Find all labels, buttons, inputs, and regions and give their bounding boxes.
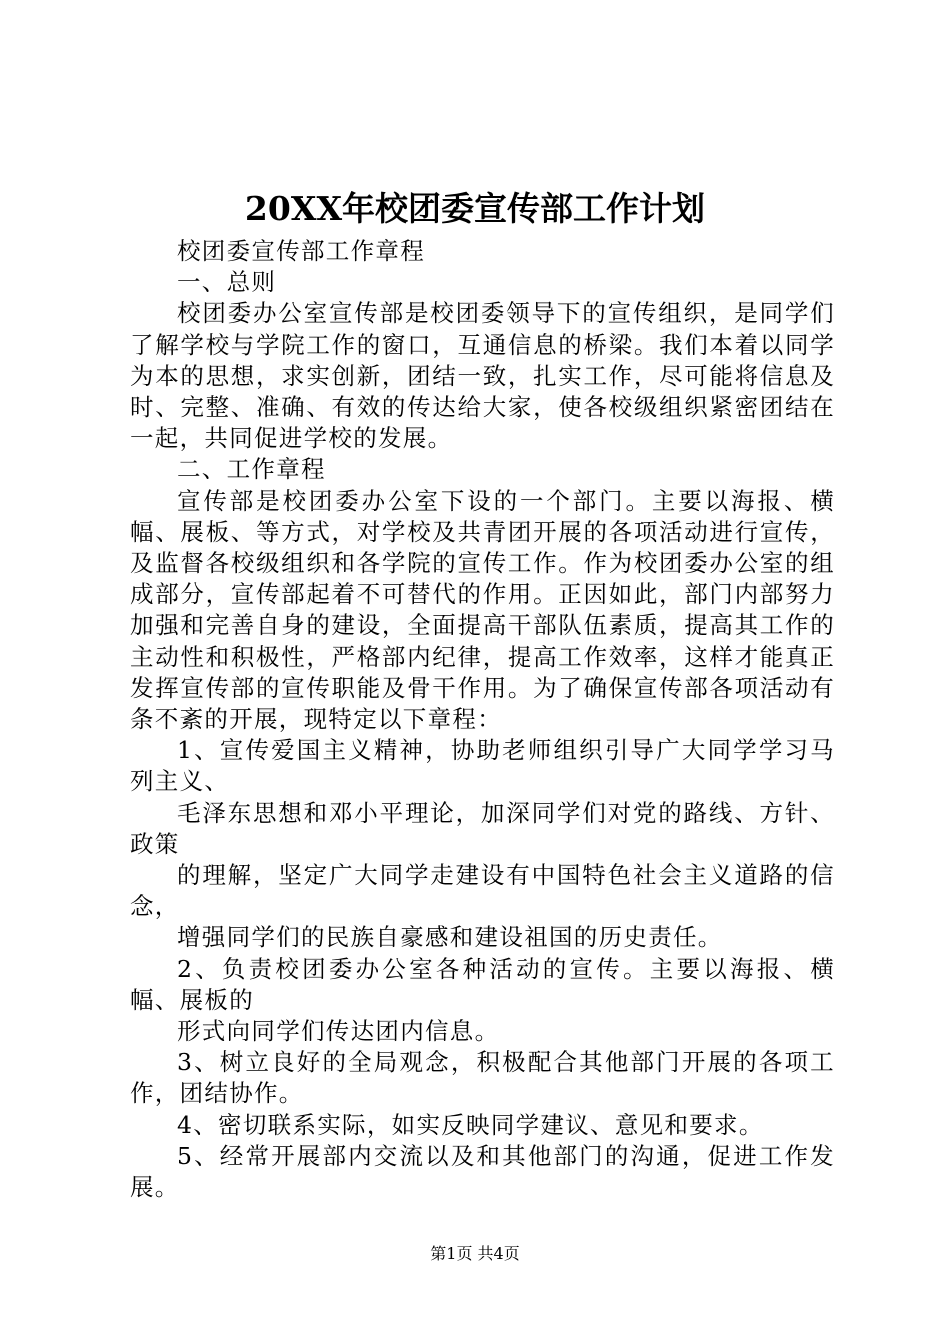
list-item: 4、密切联系实际，如实反映同学建议、意见和要求。 [177,1110,764,1139]
list-item: 形式向同学们传达团内信息。 [177,1017,500,1046]
list-item: 2、负责校团委办公室各种活动的宣传。主要以海报、横幅、展板的 [130,954,835,1014]
list-item: 3、树立良好的全局观念，积极配合其他部门开展的各项工作，团结协作。 [130,1048,835,1108]
document-body [130,236,835,1203]
list-item: 1、宣传爱国主义精神，协助老师组织引导广大同学学习马列主义、 [130,736,835,796]
page-footer [0,1242,950,1266]
list-item: 毛泽东思想和邓小平理论，加深同学们对党的路线、方针、政策 [130,798,835,858]
list-item: 的理解，坚定广大同学走建设有中国特色社会主义道路的信念， [130,861,835,921]
section-heading: 一、总则 [177,268,277,297]
list-item: 5、经常开展部内交流以及和其他部门的沟通，促进工作发展。 [130,1141,835,1202]
paragraph: 校团委办公室宣传部是校团委领导下的宣传组织，是同学们了解学校与学院工作的窗口，互通信息的桥梁。我们本着以同学为本的思想，求实创新，团结一致，扎实工作，尽可能将信息及时、完整、准确、有效的传达给大家，使各校级组织紧密团结在一起，共同促进学校的发展。 [130,299,835,453]
page-number: 第1页 共4页 [430,1244,520,1263]
list-item: 增强同学们的民族自豪感和建设祖国的历史责任。 [177,923,723,952]
document-title: 20XX年校团委宣传部工作计划 [244,189,706,228]
section-heading: 二、工作章程 [177,455,326,484]
paragraph: 宣传部是校团委办公室下设的一个部门。主要以海报、横幅、展板、等方式，对学校及共青团开展的各项活动进行宣传，及监督各校级组织和各学院的宣传工作。作为校团委办公室的组成部分，宣传部起着不可替代的作用。正因如此，部门内部努力加强和完善自身的建设，全面提高干部队伍素质，提高其工作的主动性和积极性，严格部内纪律，提高工作效率，这样才能真正发挥宣传部的宣传职能及骨干作用。为了确保宣传部各项活动有条不紊的开展，现特定以下章程： [130,486,835,734]
section-heading: 校团委宣传部工作章程 [177,237,425,265]
